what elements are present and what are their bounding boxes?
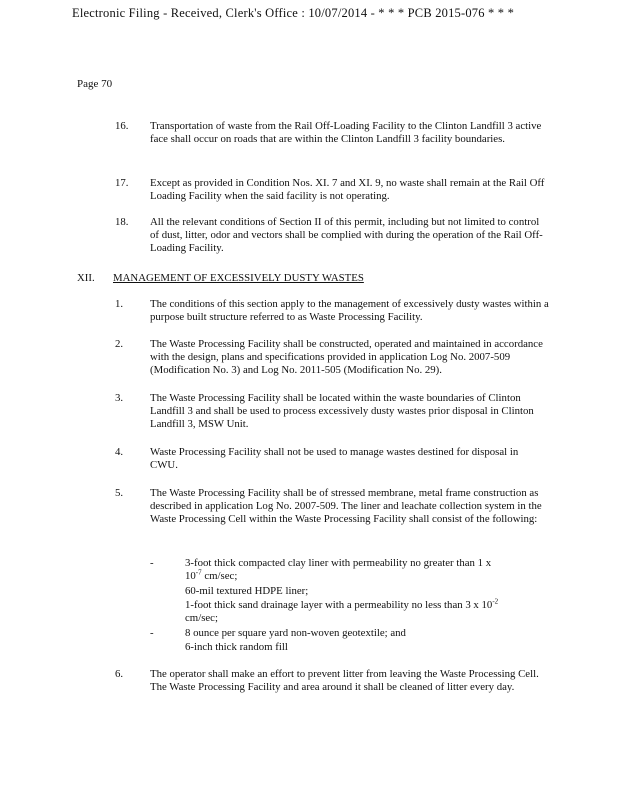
list-dash: - — [150, 557, 154, 569]
condition-text: The Waste Processing Facility shall be constructed, operated and maintained in accordance with the design, plans and specifications provided in application Log No. 2007-509 (Modification No. 3) and Log No. 2011-505 (Modification No. 29). — [150, 338, 543, 377]
liner-clay-unit: cm/sec; — [201, 570, 238, 583]
page-number: Page 70 — [77, 78, 113, 90]
liner-sand-exp: -2 — [492, 597, 499, 606]
liner-item-fill: 6-inch thick random fill — [185, 641, 288, 653]
item-number: 4. — [115, 446, 124, 458]
filing-header: Electronic Filing - Received, Clerk's Office : 10/07/2014 - * * * PCB 2015-076 * * * — [72, 6, 515, 20]
item-number: 16. — [115, 120, 129, 132]
item-number: 18. — [115, 216, 129, 228]
liner-clay-exp: -7 — [195, 568, 202, 577]
item-number: 3. — [115, 392, 124, 404]
liner-item-geotextile: 8 ounce per square yard non-woven geotextile; and — [185, 627, 406, 639]
liner-clay-text: 3-foot thick compacted clay liner with permeability no greater than 1 x — [185, 557, 492, 569]
condition-text: Transportation of waste from the Rail Off-Loading Facility to the Clinton Landfill 3 active face shall occur on roads that are within the Clinton Landfill 3 facility boundaries. — [150, 120, 542, 146]
item-number: 2. — [115, 338, 124, 350]
section-number: XII. — [77, 272, 95, 284]
item-number: 17. — [115, 177, 129, 189]
condition-text: Except as provided in Condition Nos. XI. 7 and XI. 9, no waste shall remain at the Rail Off Loading Facility when the said facility is not operating. — [150, 177, 545, 203]
condition-text: Waste Processing Facility shall not be used to manage wastes destined for disposal in CWU. — [150, 446, 519, 472]
liner-sand-unit: cm/sec; — [185, 612, 218, 625]
liner-item-hdpe: 60-mil textured HDPE liner; — [185, 585, 309, 597]
section-title: MANAGEMENT OF EXCESSIVELY DUSTY WASTES — [113, 272, 364, 284]
item-number: 5. — [115, 487, 124, 499]
condition-text: The conditions of this section apply to the management of excessively dusty wastes within a purpose built structure referred to as Waste Processing Facility. — [150, 298, 549, 324]
condition-text: The Waste Processing Facility shall be located within the waste boundaries of Clinton Landfill 3 and shall be used to process excessively dusty wastes prior disposal in Clinton Landfill 3, MSW Unit. — [150, 392, 534, 431]
condition-text: All the relevant conditions of Section II of this permit, including but not limited to control of dust, litter, odor and vectors shall be complied with during the operation of the Rail Off-Loading Facility. — [150, 216, 543, 255]
liner-item-sand — [185, 599, 550, 625]
item-number: 6. — [115, 668, 124, 680]
liner-clay-base: 10 — [185, 570, 196, 583]
item-number: 1. — [115, 298, 124, 310]
condition-text: The operator shall make an effort to prevent litter from leaving the Waste Processing Cell. The Waste Processing Facility and area around it shall be cleaned of litter every day. — [150, 668, 539, 694]
liner-item-clay — [185, 557, 550, 583]
condition-text: The Waste Processing Facility shall be of stressed membrane, metal frame construction as described in application Log No. 2007-509. The liner and leachate collection system in the Waste Processing Cell within the Waste Processing Facility shall consist of the following: — [150, 487, 542, 526]
liner-sand-text: 1-foot thick sand drainage layer with a permeability no less than 3 x 10 — [185, 599, 493, 611]
list-dash: - — [150, 627, 154, 639]
